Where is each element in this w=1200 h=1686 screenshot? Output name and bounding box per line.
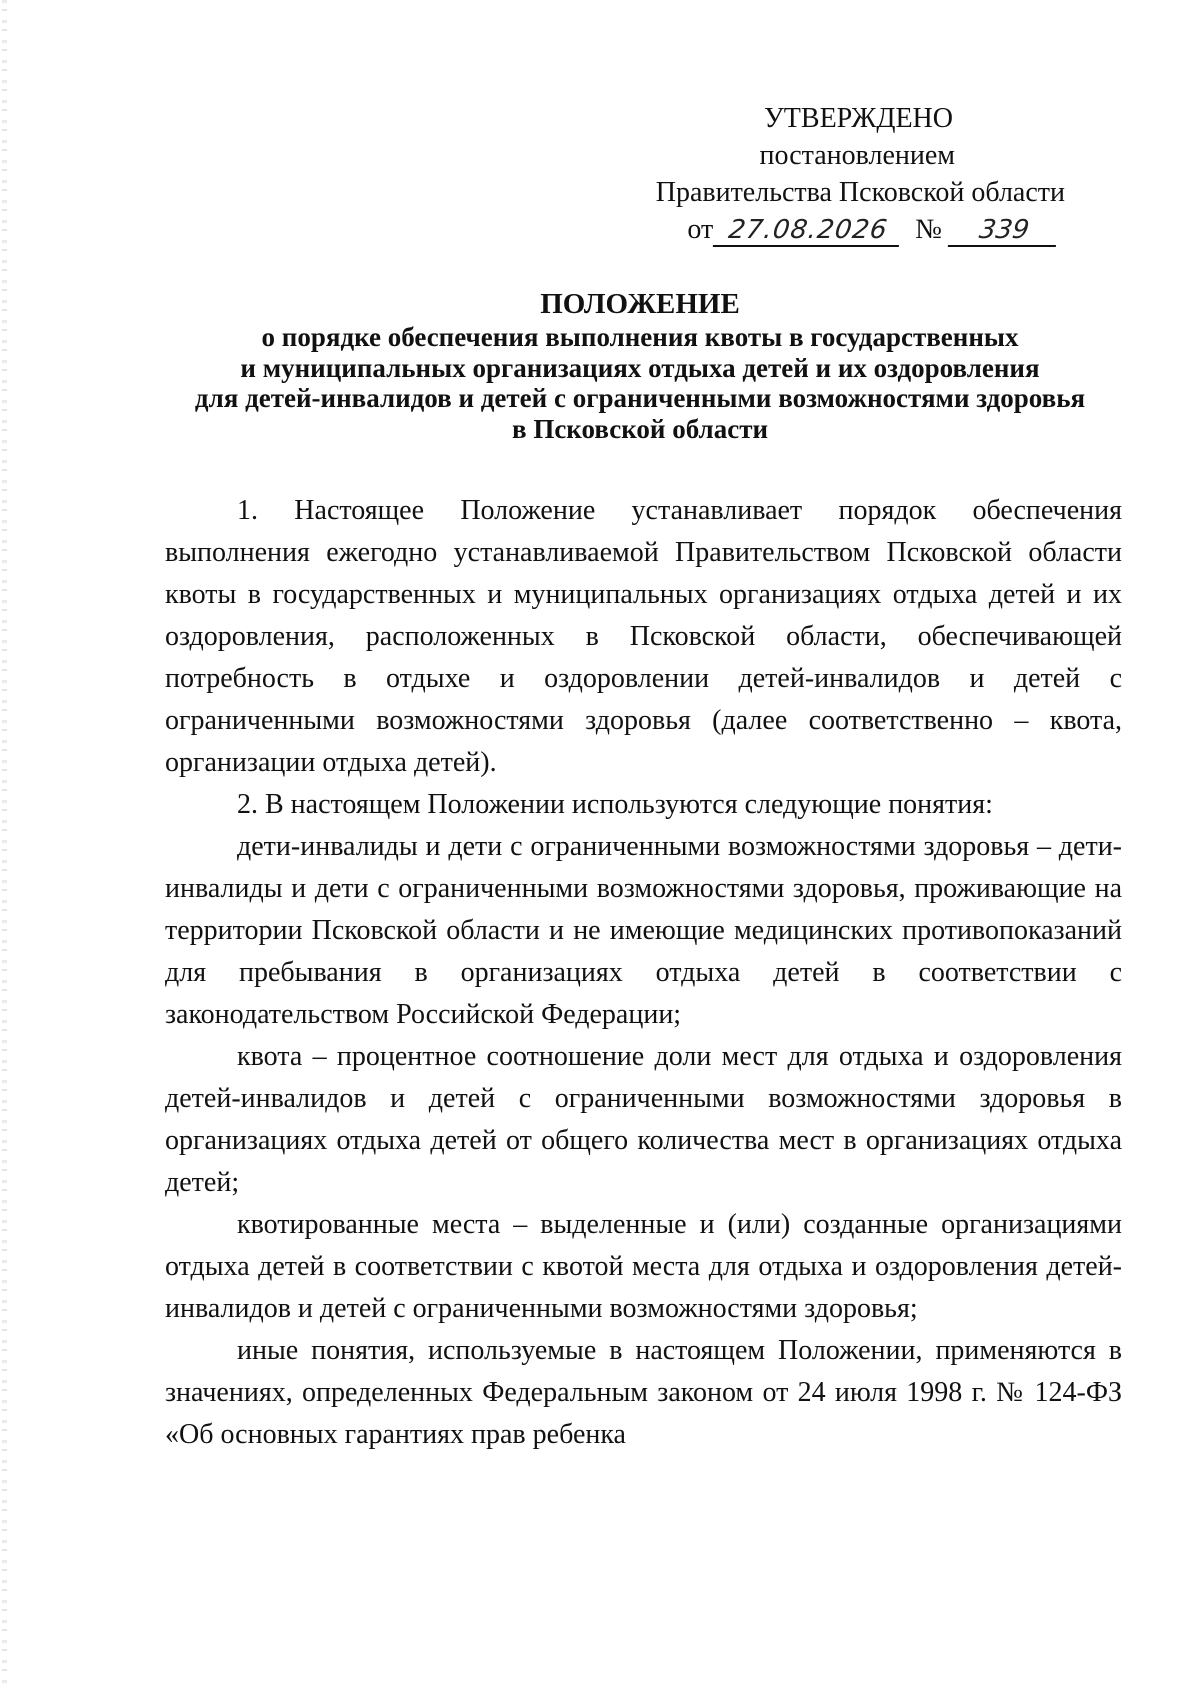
date-prefix: от — [687, 214, 714, 245]
document-body — [165, 490, 1122, 1456]
scan-edge-artifact — [2, 0, 7, 1686]
definition-quota: квота – процентное соотношение доли мест для отдыха и оздоровления детей-инвалидов и детей с ограниченными возможностями здоровья в организациях отдыха детей от общего количества мест в организациях отдыха детей; — [165, 1041, 1122, 1198]
approved-label: УТВЕРЖДЕНО — [763, 103, 953, 134]
definition-other-terms: иные понятия, используемые в настоящем Положении, применяются в значениях, определенных Федеральным законом от 24 июля 1998 г. № 124-ФЗ «Об основных гарантиях прав ребенка — [165, 1335, 1122, 1450]
document-title: ПОЛОЖЕНИЕ — [540, 288, 740, 320]
paragraph-1: 1. Настоящее Положение устанавливает порядок обеспечения выполнения ежегодно устанавливаемой Правительством Псковской области квоты в государственных и муниципальных организациях отдыха детей и их оздоровления, расположенных в Псковской области, обеспечивающей потребность в отдыхе и оздоровлении детей-инвалидов и детей с ограниченными возможностями здоровья (далее соответственно – квота, организации отдыха детей). — [165, 495, 1122, 778]
approval-stamp-block — [585, 100, 1065, 248]
document-subtitle-line-2: и муниципальных организациях отдыха детей и их оздоровления — [240, 352, 1040, 383]
handwritten-number: 339 — [948, 215, 1060, 247]
approval-date-line — [585, 211, 1065, 248]
handwritten-date: 27.08.2026 — [713, 215, 903, 247]
number-label: № — [915, 214, 942, 245]
document-subtitle-line-1: о порядке обеспечения выполнения квоты в государственных — [261, 322, 1019, 352]
paragraph-2: 2. В настоящем Положении используются следующие понятия: — [237, 789, 993, 820]
document-subtitle-line-3: для детей-инвалидов и детей с ограниченными возможностями здоровья — [194, 383, 1086, 413]
definition-quota-places: квотированные места – выделенные и (или) созданные организациями отдыха детей в соответствии с квотой места для отдыха и оздоровления детей-инвалидов и детей с ограниченными возможностями здоровья; — [165, 1209, 1122, 1324]
definition-children-disabled: дети-инвалиды и дети с ограниченными возможностями здоровья – дети-инвалиды и дети с ограниченными возможностями здоровья, проживающие на территории Псковской области и не имеющие медицинских противопоказаний для пребывания в организациях отдыха детей в соответствии с законодательством Российской Федерации; — [165, 831, 1122, 1030]
document-title-block — [160, 288, 1120, 444]
approved-by-label: постановлением — [759, 140, 955, 171]
approving-authority: Правительства Псковской области — [655, 177, 1065, 208]
document-subtitle-line-4: в Псковской области — [511, 413, 769, 444]
